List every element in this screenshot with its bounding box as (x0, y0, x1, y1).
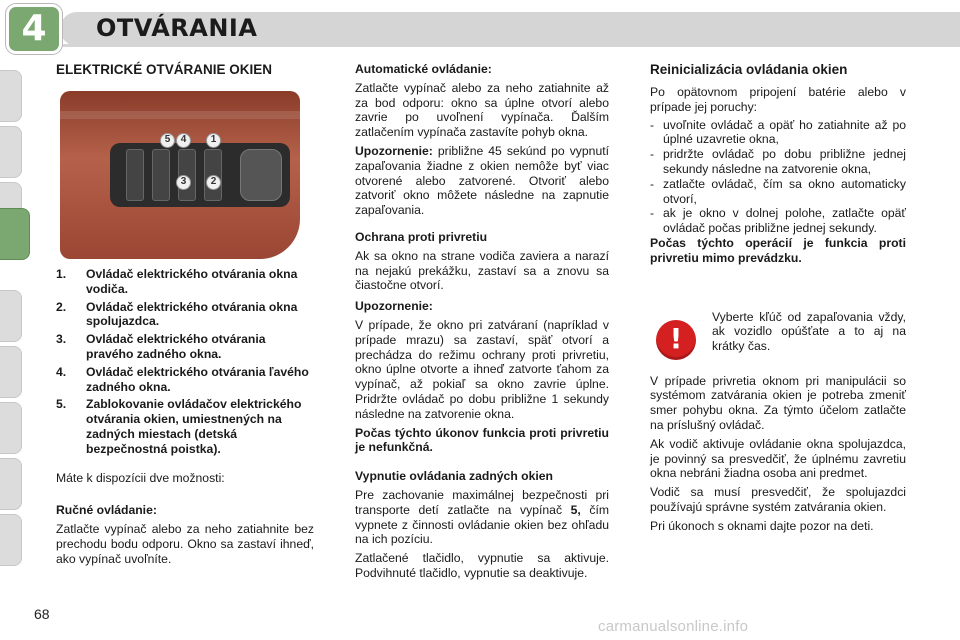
header-underline (60, 44, 960, 47)
page-number: 68 (34, 606, 50, 622)
warning-exclamation-icon: ! (656, 320, 696, 360)
chapter-tab[interactable] (0, 290, 22, 342)
section-title-reinit: Reinicializácia ovládania okien (650, 62, 848, 77)
watermark: carmanualsonline.info (598, 618, 749, 635)
warning2-text: V prípade, že okno pri zatváraní (napríklad v prípade mrazu) sa zastaví, späť otvorí a prechádza do režimu ochrany proti privretiu, okno úplne otvorte a ihneď zatvorte ťahom za vypínač, až pokiaľ sa okno zavrie úplne. Pridržte ovládač po dobu približne 1 sekundy následne na zatvorenie okna. (355, 317, 609, 421)
list-item: - pridržte ovládač po dobu približne jednej sekundy následne na zatvorenie okna, (650, 147, 906, 176)
warning2-title: Upozornenie: (355, 299, 433, 314)
warning-ignition: Upozornenie: približne 45 sekúnd po vypnutí zapaľovania žiadne z okien nemôže byť viac otvorené alebo zatvorené. Otvoriť alebo zatvoriť okno môžete následne na zapnutie zapaľovania. (355, 143, 609, 218)
column-3 (650, 62, 906, 534)
chapter-tab-active[interactable] (0, 208, 30, 260)
list-item: - uvoľnite ovládač a opäť ho zatiahnite až po úplné uzavretie okna, (650, 117, 906, 147)
auto-control-title: Automatické ovládanie: (355, 62, 492, 76)
rear-lock-title: Vypnutie ovládania zadných okien (355, 469, 553, 484)
pinch-para: V prípade privretia oknom pri manipulácii so systémom zatvárania okien je potreba zmeniť smer pohybu okna. Za týmto účelom zatlačte na príslušný ovládač. (650, 373, 906, 432)
window-switch-photo (60, 91, 300, 259)
anti-pinch-inactive: Počas týchto úkonov funkcia proti privretiu je nefunkčná. (355, 425, 609, 455)
rear-lock-text-2: Zatlačené tlačidlo, vypnutie sa aktivuje. Podvihnuté tlačidlo, vypnutie sa deaktivuje. (355, 551, 609, 580)
list-item: 3. Ovládač elektrického otvárania pravého zadného okna. (56, 332, 266, 361)
reinit-steps (650, 118, 906, 236)
reinit-intro: Po opätovnom pripojení batérie alebo v prípade jej poruchy: (650, 85, 906, 114)
anti-pinch-title: Ochrana proti privretiu (355, 229, 488, 244)
chapter-tab[interactable] (0, 402, 22, 454)
list-item: 4. Ovládač elektrického otvárania ľavého zadného okna. (56, 364, 309, 394)
column-2 (355, 62, 609, 581)
switch-legend (56, 267, 314, 457)
manual-control-title: Ručné ovládanie: (56, 503, 157, 518)
section-title-electric-windows: ELEKTRICKÉ OTVÁRANIE OKIEN (56, 62, 273, 77)
driver-para: Ak vodič aktivuje ovládanie okna spolujazdca, je povinný sa presvedčiť, že úplnému zavretiu okna nebráni žiadna osoba ani predmet. (650, 436, 906, 481)
photo-label: 5 (160, 133, 175, 148)
mirror-control (240, 149, 282, 201)
warning-box (650, 310, 906, 360)
chapter-tab[interactable] (0, 126, 22, 178)
chapter-tab-strip (0, 0, 38, 640)
children-para: Pri úkonoch s oknami dajte pozor na deti. (650, 518, 874, 533)
chapter-badge (6, 4, 62, 54)
chapter-tab[interactable] (0, 346, 22, 398)
driver-check-para: Vodič sa musí presvedčiť, že spolujazdci používajú správne systém zatvárania okien. (650, 485, 906, 514)
options-intro: Máte k dispozícii dve možnosti: (56, 470, 225, 485)
chapter-tab[interactable] (0, 458, 22, 510)
list-item: 1. Ovládač elektrického otvárania okna vodiča. (56, 267, 298, 296)
chapter-tab[interactable] (0, 514, 22, 566)
chapter-tab[interactable] (0, 70, 22, 122)
chapter-number: 4 (21, 8, 47, 49)
anti-pinch-text: Ak sa okno na strane vodiča zaviera a narazí na nejakú prekážku, zastaví sa a znovu sa čiastočne otvorí. (355, 248, 609, 293)
reinit-inactive: Počas týchto operácií je funkcia proti privretiu mimo prevádzku. (650, 235, 906, 265)
column-1 (56, 62, 314, 567)
list-item: - ak je okno v dolnej polohe, zatlačte opäť ovládač počas približne jednej sekundy. (650, 206, 906, 236)
page-title: OTVÁRANIA (96, 14, 258, 42)
list-item: - zatlačte ovládač, čím sa okno automaticky otvorí, (650, 176, 906, 206)
manual-control-text: Zatlačte vypínač alebo za neho zatiahnite bez prechodu bodu odporu. Okno sa zastaví ihneď, ako vypínač uvoľníte. (56, 522, 314, 566)
warning-key-text: Vyberte kľúč od zapaľovania vždy, ak vozidlo opúšťate a to aj na krátky čas. (712, 309, 906, 354)
photo-label: 2 (206, 175, 221, 190)
auto-control-text: Zatlačte vypínač alebo za neho zatiahnite až za bod odporu: okno sa úplne otvorí alebo zavrie po uvoľnení vypínača. Ďalším zatlačením vypínača zastavíte pohyb okna. (355, 80, 609, 140)
rear-lock-text: Pre zachovanie maximálnej bezpečnosti pri transporte detí zatlačte na vypínač 5, čím vypnete z činnosti ovládanie okien bez ohľadu na ich pozíciu. (355, 487, 609, 547)
photo-label: 4 (176, 133, 191, 148)
list-item: 5. Zablokovanie ovládačov elektrického otvárania okien, umiestnených na zadných miestach (detská bezpečnostná poistka). (56, 397, 302, 456)
photo-label: 1 (206, 133, 221, 148)
photo-label: 3 (176, 175, 191, 190)
list-item: 2. Ovládač elektrického otvárania okna spolujazdca. (56, 299, 298, 329)
